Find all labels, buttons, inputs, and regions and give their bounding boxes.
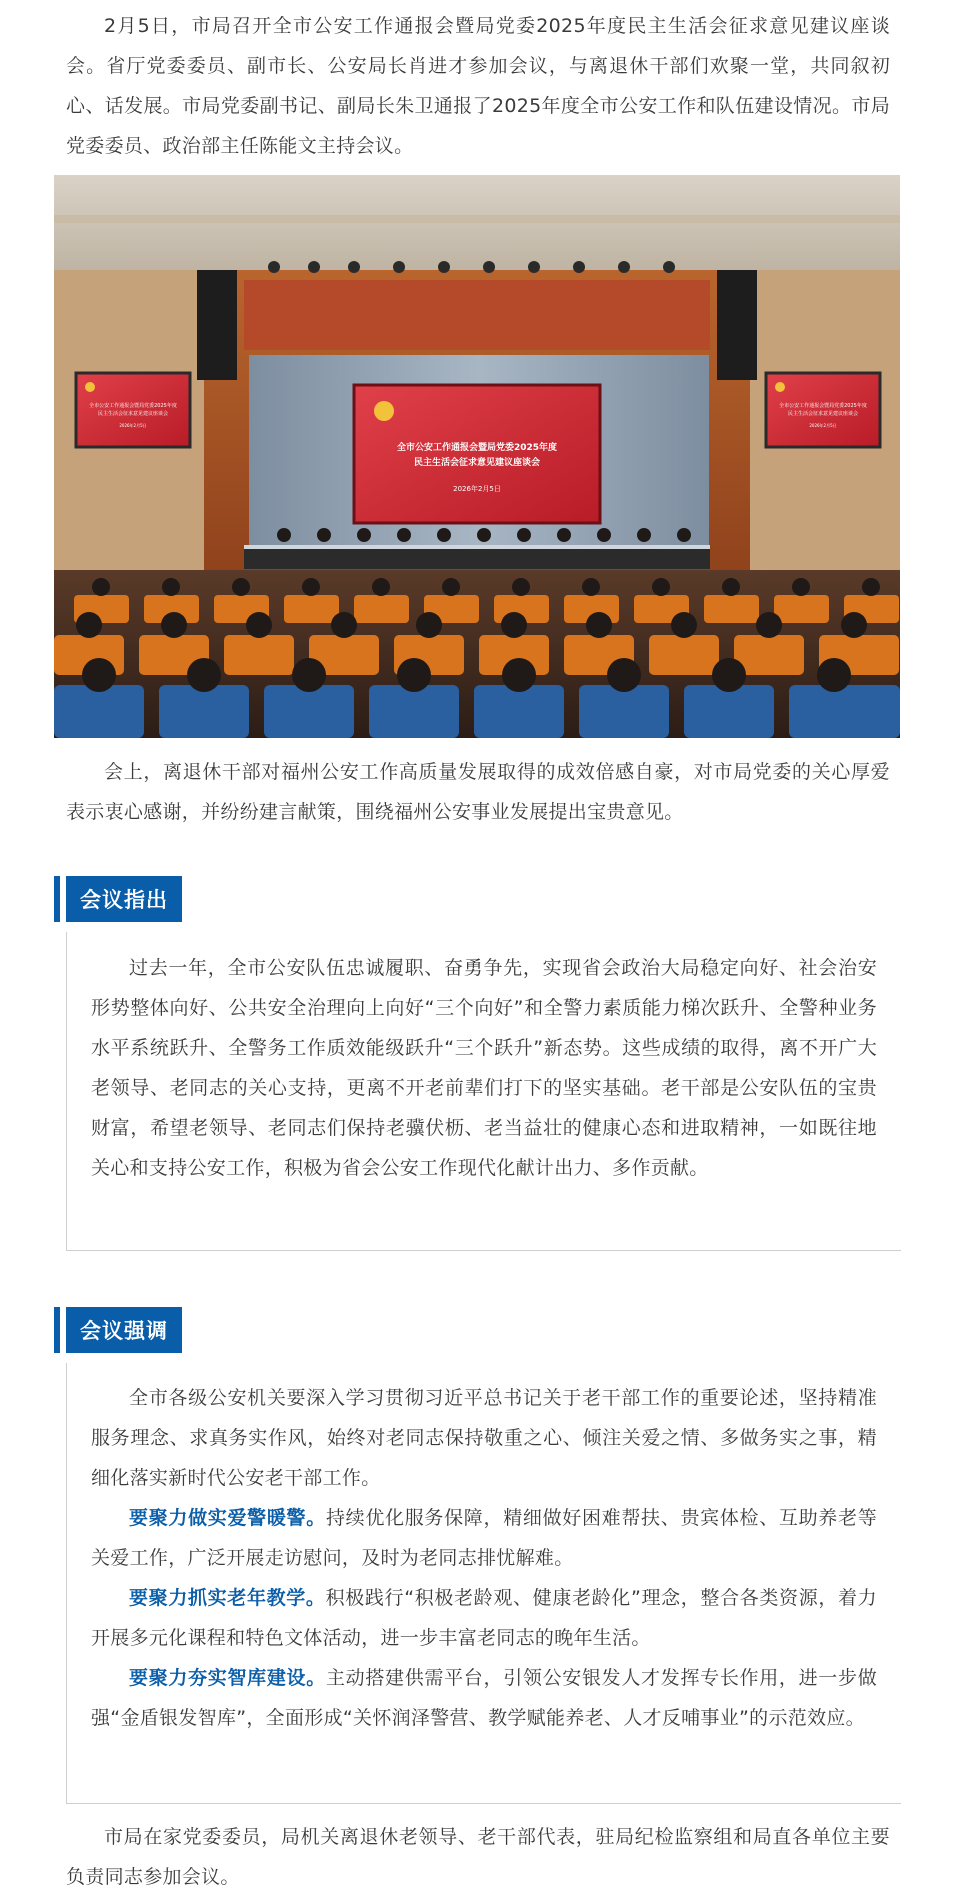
meeting-photo-illustration xyxy=(54,175,900,738)
item-heading: 要聚力做实爱警暖警。 xyxy=(129,1507,326,1529)
item-heading: 要聚力夯实智库建设。 xyxy=(129,1667,326,1689)
screen-center-line1: 全市公安工作通报会暨局党委2025年度 xyxy=(396,443,558,453)
intro-paragraph-1: 2月5日，市局召开全市公安工作通报会暨局党委2025年度民主生活会征求意见建议座谈会。省厅党委委员、副市长、公安局长肖进才参加会议，与离退休干部们欢聚一堂，共同叙初心、话发展。市局党委副书记、副局长朱卫通报了2025年度全市公安工作和队伍建设情况。市局党委委员、政治部主任陈能文主持会议。 xyxy=(66,15,890,157)
intro-paragraph-2: 会上，离退休干部对福州公安工作高质量发展取得的成效倍感自豪，对市局党委的关心厚爱表示衷心感谢，并纷纷建言献策，围绕福州公安事业发展提出宝贵意见。 xyxy=(66,761,890,823)
section2-item-1 xyxy=(91,1498,877,1578)
section-header-meeting-emphasized xyxy=(54,1307,182,1353)
screen-right-line2: 民主生活会征求意见建议座谈会 xyxy=(787,411,859,417)
screen-left-line2: 民主生活会征求意见建议座谈会 xyxy=(97,411,169,417)
screen-right-date: 2026年2月5日 xyxy=(809,423,837,428)
section-accent-bar xyxy=(54,876,60,922)
section2-text: 全市各级公安机关要深入学习贯彻习近平总书记关于老干部工作的重要论述，坚持精准服务理念、求真务实作风，始终对老同志保持敬重之心、倾注关爱之情、多做务实之事，精细化落实新时代公安老干部工作。 xyxy=(91,1387,877,1489)
item-text: 主动搭建供需平台，引领公安银发人才发挥专长作用，进一步做强“金盾银发智库”，全面形成“关怀润泽警营、教学赋能养老、人才反哺事业”的示范效应。 xyxy=(91,1667,877,1729)
section-box-meeting-pointed-out xyxy=(66,932,901,1251)
item-text: 持续优化服务保障，精细做好困难帮扶、贵宾体检、互助养老等关爱工作，广泛开展走访慰问，及时为老同志排忧解难。 xyxy=(91,1507,877,1569)
police-emblem-icon xyxy=(374,401,394,421)
section-title: 会议强调 xyxy=(66,1307,182,1353)
screen-center-date: 2026年2月5日 xyxy=(453,485,501,493)
police-emblem-icon xyxy=(85,382,95,392)
section2-item-2 xyxy=(91,1578,877,1658)
section-title: 会议指出 xyxy=(66,876,182,922)
closing-paragraph: 市局在家党委委员，局机关离退休老领导、老干部代表，驻局纪检监察组和局直各单位主要负责同志参加会议。 xyxy=(66,1826,890,1888)
screen-left-date: 2026年2月5日 xyxy=(119,423,147,428)
screen-right-line1: 全市公安工作通报会暨局党委2025年度 xyxy=(779,403,867,409)
screen-center-line2: 民主生活会征求意见建议座谈会 xyxy=(413,458,541,468)
police-emblem-icon xyxy=(775,382,785,392)
item-heading: 要聚力抓实老年教学。 xyxy=(129,1587,326,1609)
section-box-meeting-emphasized xyxy=(66,1363,901,1804)
section-accent-bar xyxy=(54,1307,60,1353)
section-header-meeting-pointed-out xyxy=(54,876,182,922)
screen-left-line1: 全市公安工作通报会暨局党委2025年度 xyxy=(89,403,177,409)
meeting-photo xyxy=(54,175,900,738)
section1-text: 过去一年，全市公安队伍忠诚履职、奋勇争先，实现省会政治大局稳定向好、社会治安形势整体向好、公共安全治理向上向好“三个向好”和全警力素质能力梯次跃升、全警种业务水平系统跃升、全警务工作质效能级跃升“三个跃升”新态势。这些成绩的取得，离不开广大老领导、老同志的关心支持，更离不开老前辈们打下的坚实基础。老干部是公安队伍的宝贵财富，希望老领导、老同志们保持老骥伏枥、老当益壮的健康心态和进取精神，一如既往地关心和支持公安工作，积极为省会公安工作现代化献计出力、多作贡献。 xyxy=(91,957,877,1179)
section2-item-3 xyxy=(91,1658,877,1738)
item-text: 积极践行“积极老龄观、健康老龄化”理念，整合各类资源，着力开展多元化课程和特色文体活动，进一步丰富老同志的晚年生活。 xyxy=(91,1587,877,1649)
